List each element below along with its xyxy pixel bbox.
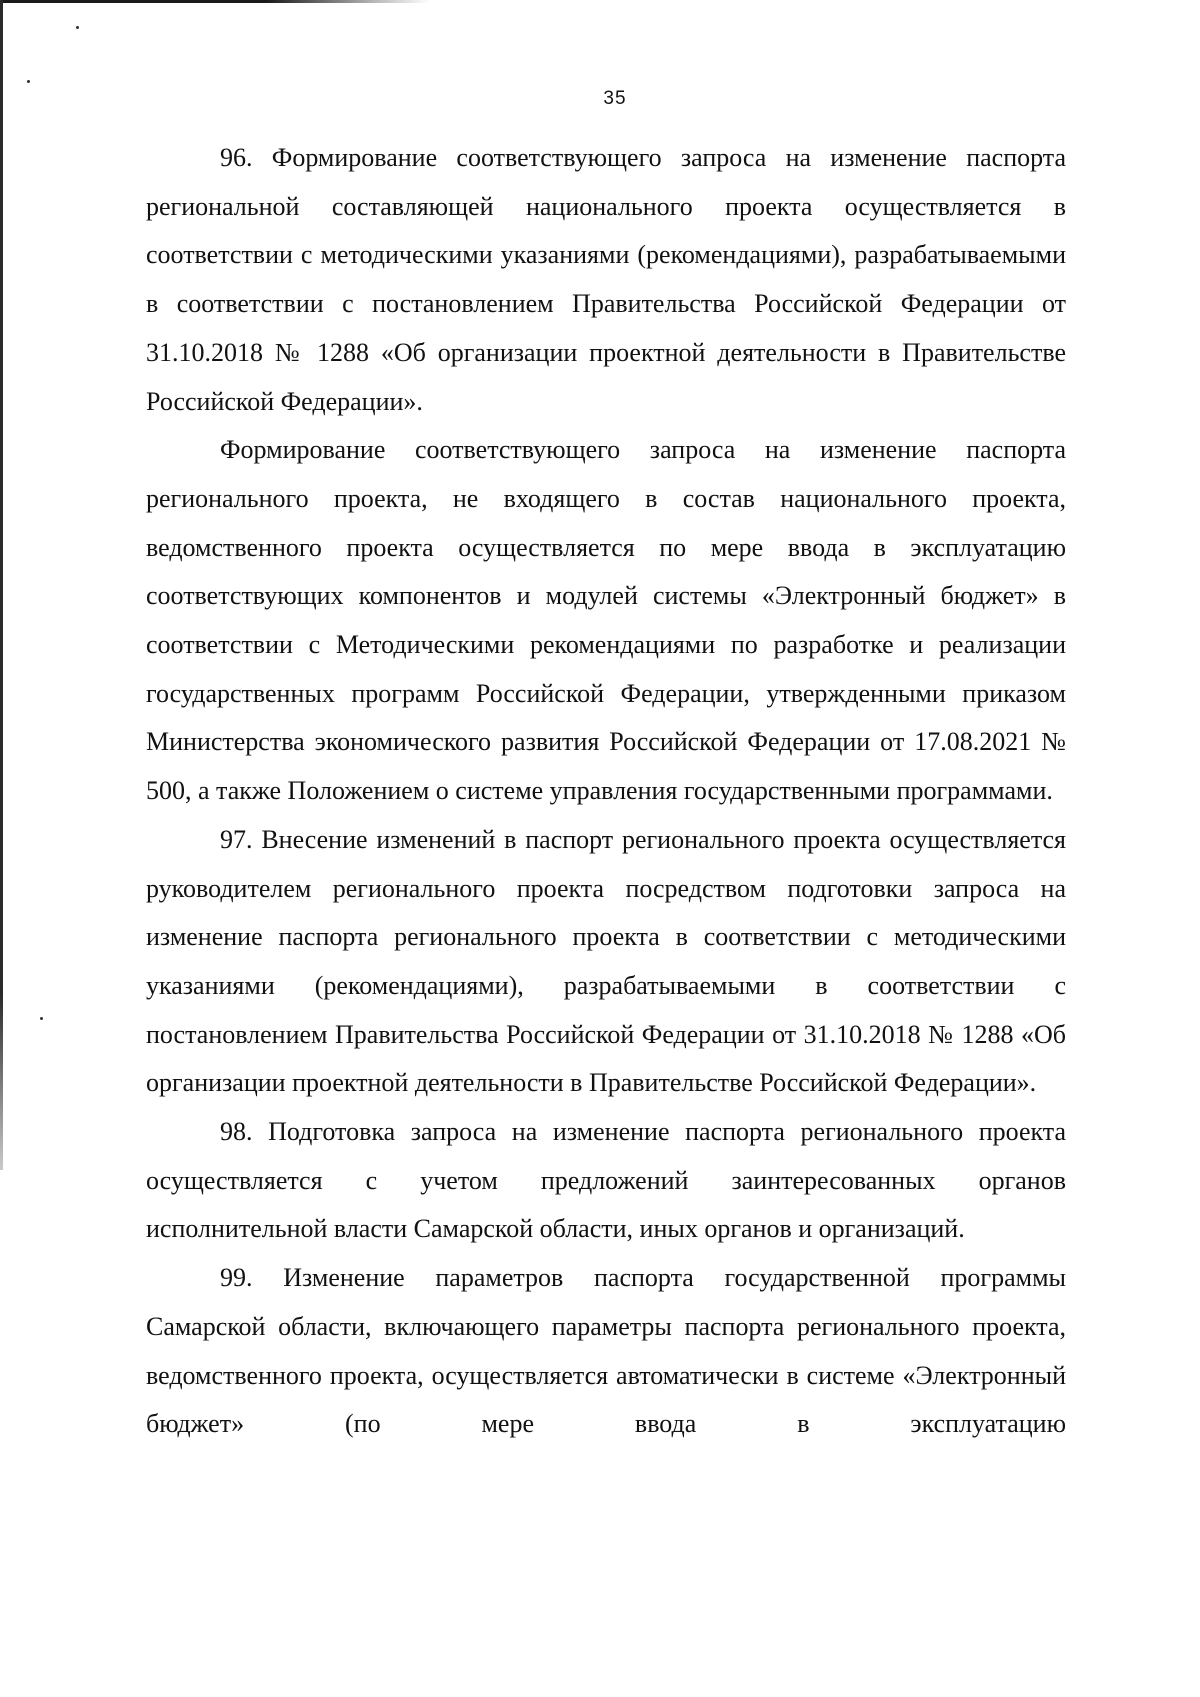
paragraph-99: 99. Изменение параметров паспорта государственной программы Самарской области, включающего параметры паспорта регионального проекта, ведомственного проекта, осуществляется автоматически в системе «Электронный бюджет» (по мере ввода в эксплуатацию	[146, 1263, 1066, 1439]
scan-border-left	[0, 0, 3, 1170]
scan-speck	[76, 26, 79, 29]
paragraph-97: 97. Внесение изменений в паспорт регионального проекта осуществляется руководителем регионального проекта посредством подготовки запроса на изменение паспорта регионального проекта в соответствии с методическими указаниями (рекомендациями), разрабатываемыми в соответствии с постановлением Правительства Российской Федерации от 31.10.2018 № 1288 «Об организации проектной деятельности в Правительстве Российской Федерации».	[146, 824, 1066, 1098]
page-number: 35	[603, 88, 627, 109]
paragraph-98: 98. Подготовка запроса на изменение паспорта регионального проекта осуществляется с учетом предложений заинтересованных органов исполнительной власти Самарской области, иных органов и организаций.	[146, 1117, 1066, 1244]
paragraph-96: 96. Формирование соответствующего запроса на изменение паспорта региональной составляющей национального проекта осуществляется в соответствии с методическими указаниями (рекомендациями), разрабатываемыми в соответствии с постановлением Правительства Российской Федерации от 31.10.2018 № 1288 «Об организации проектной деятельности в Правительстве Российской Федерации».	[146, 143, 1066, 416]
scan-speck	[27, 80, 30, 83]
document-body	[146, 134, 1066, 1449]
scan-border-top	[0, 0, 430, 3]
paragraph-96-continued: Формирование соответствующего запроса на изменение паспорта регионального проекта, не входящего в состав национального проекта, ведомственного проекта осуществляется по мере ввода в эксплуатацию соответствующих компонентов и модулей системы «Электронный бюджет» в соответствии с Методическими рекомендациями по разработке и реализации государственных программ Российской Федерации, утвержденными приказом Министерства экономического развития Российской Федерации от 17.08.2021 № 500, а также Положением о системе управления государственными программами.	[146, 435, 1066, 806]
scan-speck	[40, 1017, 43, 1020]
